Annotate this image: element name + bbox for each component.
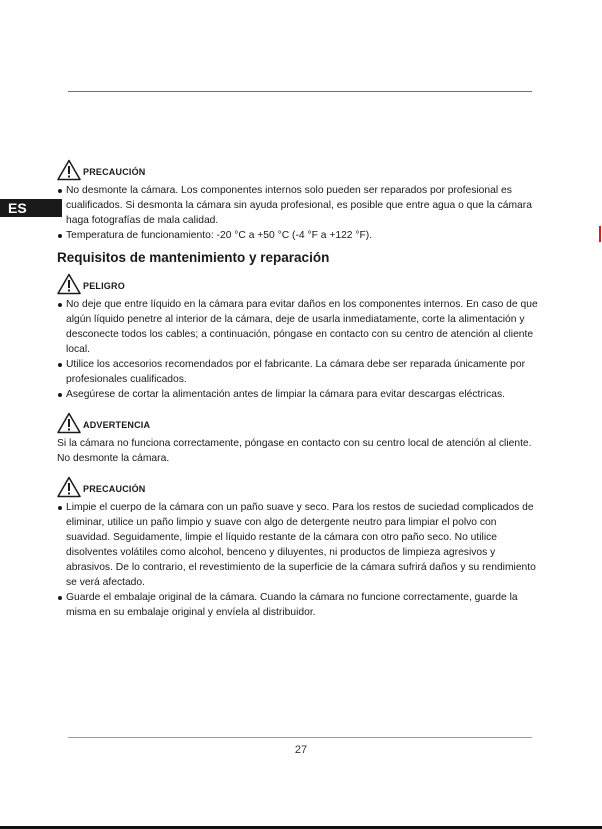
list-item: Asegúrese de cortar la alimentación antes de limpiar la cámara para evitar descargas eléctricas.	[57, 387, 543, 402]
edge-marker	[599, 226, 601, 242]
page-number: 27	[294, 744, 308, 756]
header-rule	[68, 91, 532, 92]
caution-header	[57, 472, 543, 498]
section-title: Requisitos de mantenimiento y reparación	[57, 250, 330, 265]
caution-list	[57, 500, 543, 620]
warning-triangle-icon	[57, 159, 81, 181]
caution-header	[57, 155, 543, 181]
warning-triangle-icon	[57, 412, 81, 434]
list-item: Guarde el embalaje original de la cámara. Cuando la cámara no funcione correctamente, guarde la misma en su embalaje original y envíela al distribuidor.	[57, 590, 543, 620]
danger-header	[57, 269, 543, 295]
footer-rule	[68, 737, 532, 738]
list-item: Limpie el cuerpo de la cámara con un paño suave y seco. Para los restos de suciedad complicados de eliminar, utilice un paño limpio y suave con algo de detergente neutro para limpiar el polvo con suavidad. Seguidamente, limpie el líquido restante de la cámara con otro paño seco. No utilice disolventes volátiles como alcohol, benceno y diluyentes, ni productos de limpieza agresivos y abrasivos. De lo contrario, el revestimiento de la superficie de la cámara sufrirá daños y su rendimiento se verá afectado.	[57, 500, 543, 590]
page-content	[57, 155, 543, 620]
language-tab: ES	[0, 199, 62, 217]
warning-header	[57, 408, 543, 434]
caution-label: PRECAUCIÓN	[83, 167, 146, 177]
caution-list	[57, 183, 543, 243]
warning-triangle-icon	[57, 476, 81, 498]
list-item: Temperatura de funcionamiento: -20 °C a +50 °C (-4 °F a +122 °F).	[57, 228, 543, 243]
warning-text: Si la cámara no funciona correctamente, póngase en contacto con su centro local de atención al cliente. No desmonte la cámara.	[57, 438, 532, 464]
list-item: No desmonte la cámara. Los componentes internos solo pueden ser reparados por profesional es cualificados. Si desmonta la cámara sin ayuda profesional, es posible que entre agua o que la cámara haga fotografías de mala calidad.	[57, 183, 543, 228]
warning-triangle-icon	[57, 273, 81, 295]
danger-label: PELIGRO	[83, 281, 125, 291]
warning-label: ADVERTENCIA	[83, 420, 151, 430]
list-item: No deje que entre líquido en la cámara para evitar daños en los componentes internos. En caso de que algún líquido penetre al interior de la cámara, deje de usarla inmediatamente, corte la alimentación y desconecte todos los cables; a continuación, póngase en contacto con su centro de atención al cliente local.	[57, 297, 543, 357]
caution-label: PRECAUCIÓN	[83, 484, 146, 494]
list-item: Utilice los accesorios recomendados por el fabricante. La cámara debe ser reparada únicamente por profesionales cualificados.	[57, 357, 543, 387]
danger-list	[57, 297, 543, 402]
